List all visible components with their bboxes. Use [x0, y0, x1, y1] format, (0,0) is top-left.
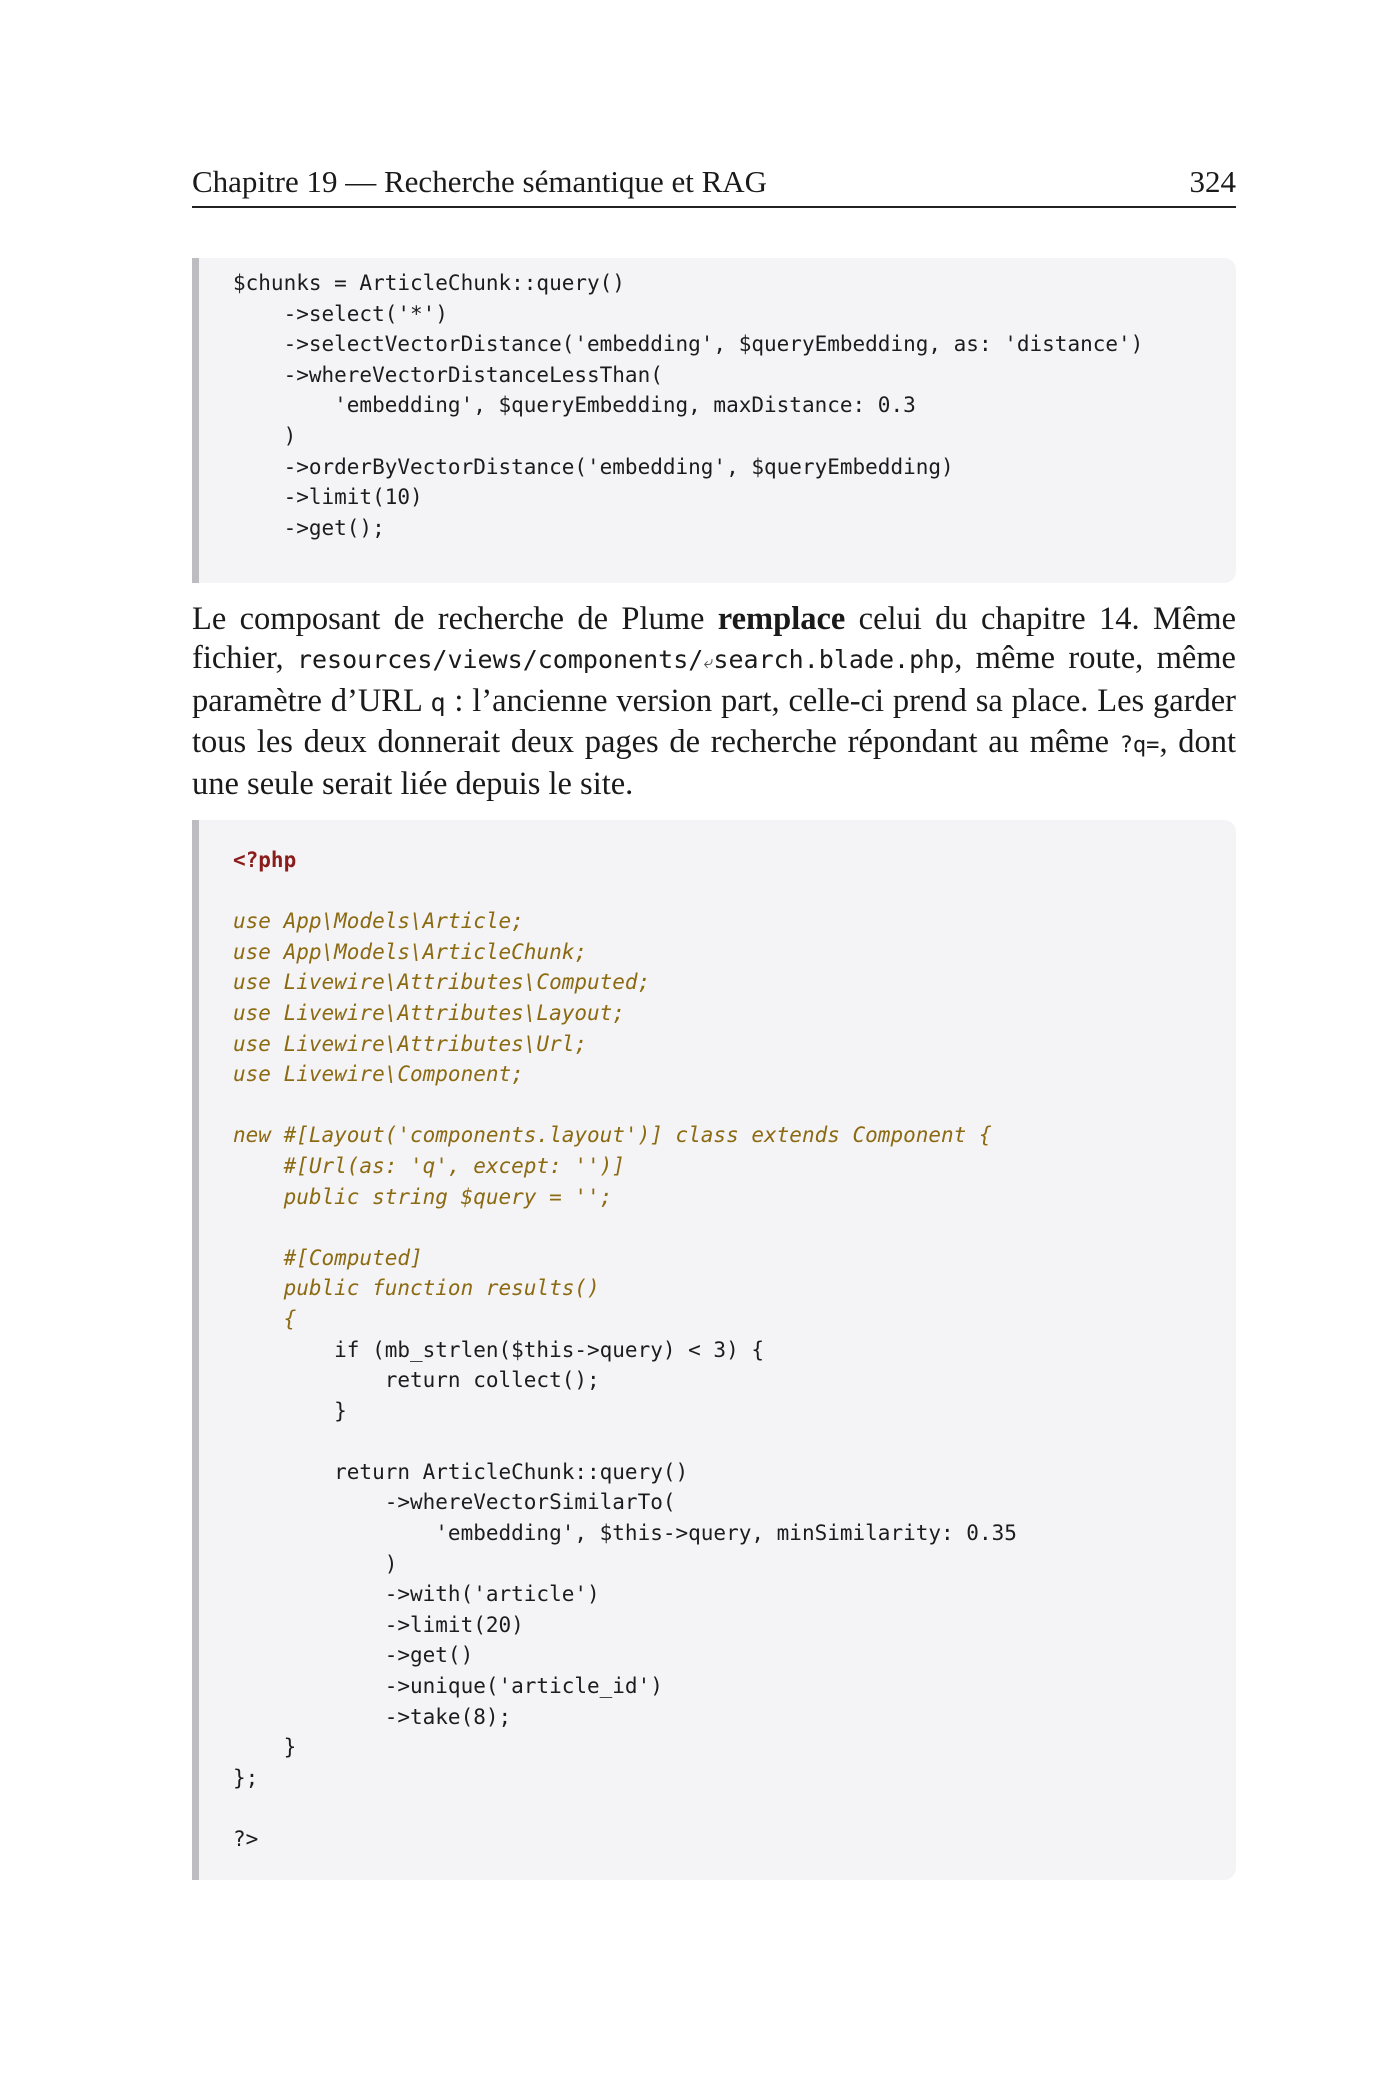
emphasis-remplace: remplace — [717, 601, 846, 637]
code-line: ) — [233, 1551, 398, 1576]
code-line: $chunks = ArticleChunk::query() — [233, 271, 625, 295]
code-line: use App\Models\Article; — [233, 909, 524, 934]
running-header — [192, 162, 1236, 208]
line-wrap-icon: ⤶ — [703, 651, 714, 673]
code-line: public function results() — [233, 1276, 600, 1301]
code-line: ->unique('article_id') — [233, 1674, 663, 1699]
code-line: ->limit(20) — [233, 1612, 524, 1637]
code-line — [233, 1426, 1236, 1457]
code-line: return collect(); — [233, 1368, 600, 1393]
code-line: }; — [233, 1765, 259, 1790]
file-path: resources/views/components/ — [296, 644, 704, 674]
code-line — [233, 876, 1236, 907]
page-number: 324 — [1189, 164, 1236, 199]
code-line: ?> — [233, 1827, 259, 1851]
code-line — [233, 1090, 1236, 1121]
code-line: use App\Models\ArticleChunk; — [233, 939, 588, 964]
code-line: #[Url(as: 'q', except: '')] — [233, 1153, 625, 1178]
code-line: use Livewire\Attributes\Url; — [233, 1031, 588, 1056]
code-line: } — [233, 1735, 297, 1760]
code-block-search-component — [192, 820, 1236, 1880]
code-line: { — [233, 1306, 297, 1331]
code-line: ->orderByVectorDistance('embedding', $queryEmbedding) — [233, 454, 954, 479]
code-line: #[Computed] — [233, 1245, 423, 1270]
code-line — [233, 1212, 1236, 1243]
code-line: ) — [233, 423, 297, 448]
code-line: ->with('article') — [233, 1582, 600, 1607]
code-line: use Livewire\Attributes\Computed; — [233, 970, 651, 995]
code-line: ->selectVectorDistance('embedding', $queryEmbedding, as: 'distance') — [233, 332, 1144, 357]
url-param: q — [430, 688, 446, 717]
code-line: new #[Layout('components.layout')] class extends Component { — [233, 1123, 992, 1148]
code-block-vector-query — [192, 258, 1236, 583]
code-line: 'embedding', $this->query, minSimilarity: 0.35 — [233, 1521, 1017, 1546]
code-line: use Livewire\Component; — [233, 1062, 524, 1087]
code-line: ->get() — [233, 1643, 474, 1668]
code-line: public string $query = ''; — [233, 1184, 613, 1209]
code-line: ->select('*') — [233, 301, 448, 326]
code-line: 'embedding', $queryEmbedding, maxDistance: 0.3 — [233, 393, 916, 418]
code-line — [233, 1793, 1236, 1824]
code-line: ->whereVectorSimilarTo( — [233, 1490, 676, 1515]
body-paragraph: Le composant de recherche de Plume remplace celui du chapitre 14. Même fichier, resources/views/components/⤶search.blade.php, même route, même paramètre d’URL q : l’ancienne version part, celle-ci prend sa place. Les garder tous les deux donnerait deux pages de recherche répondant au même ?q=, dont une seule serait liée depuis le site. — [192, 601, 1237, 802]
file-path-end: search.blade.php — [713, 644, 955, 674]
code-line: ->get(); — [233, 515, 385, 540]
code-line: } — [233, 1398, 347, 1423]
code-line: return ArticleChunk::query() — [233, 1459, 689, 1484]
code-line: ->limit(10) — [233, 485, 423, 510]
code-line: if (mb_strlen($this->query) < 3) { — [233, 1337, 765, 1362]
code-line: use Livewire\Attributes\Layout; — [233, 1000, 625, 1025]
code-line: <?php — [233, 848, 297, 872]
code-line: ->take(8); — [233, 1704, 512, 1729]
chapter-title: Chapitre 19 — Recherche sémantique et RAG — [192, 164, 768, 199]
code-line: ->whereVectorDistanceLessThan( — [233, 362, 663, 387]
query-param: ?q= — [1119, 732, 1160, 758]
